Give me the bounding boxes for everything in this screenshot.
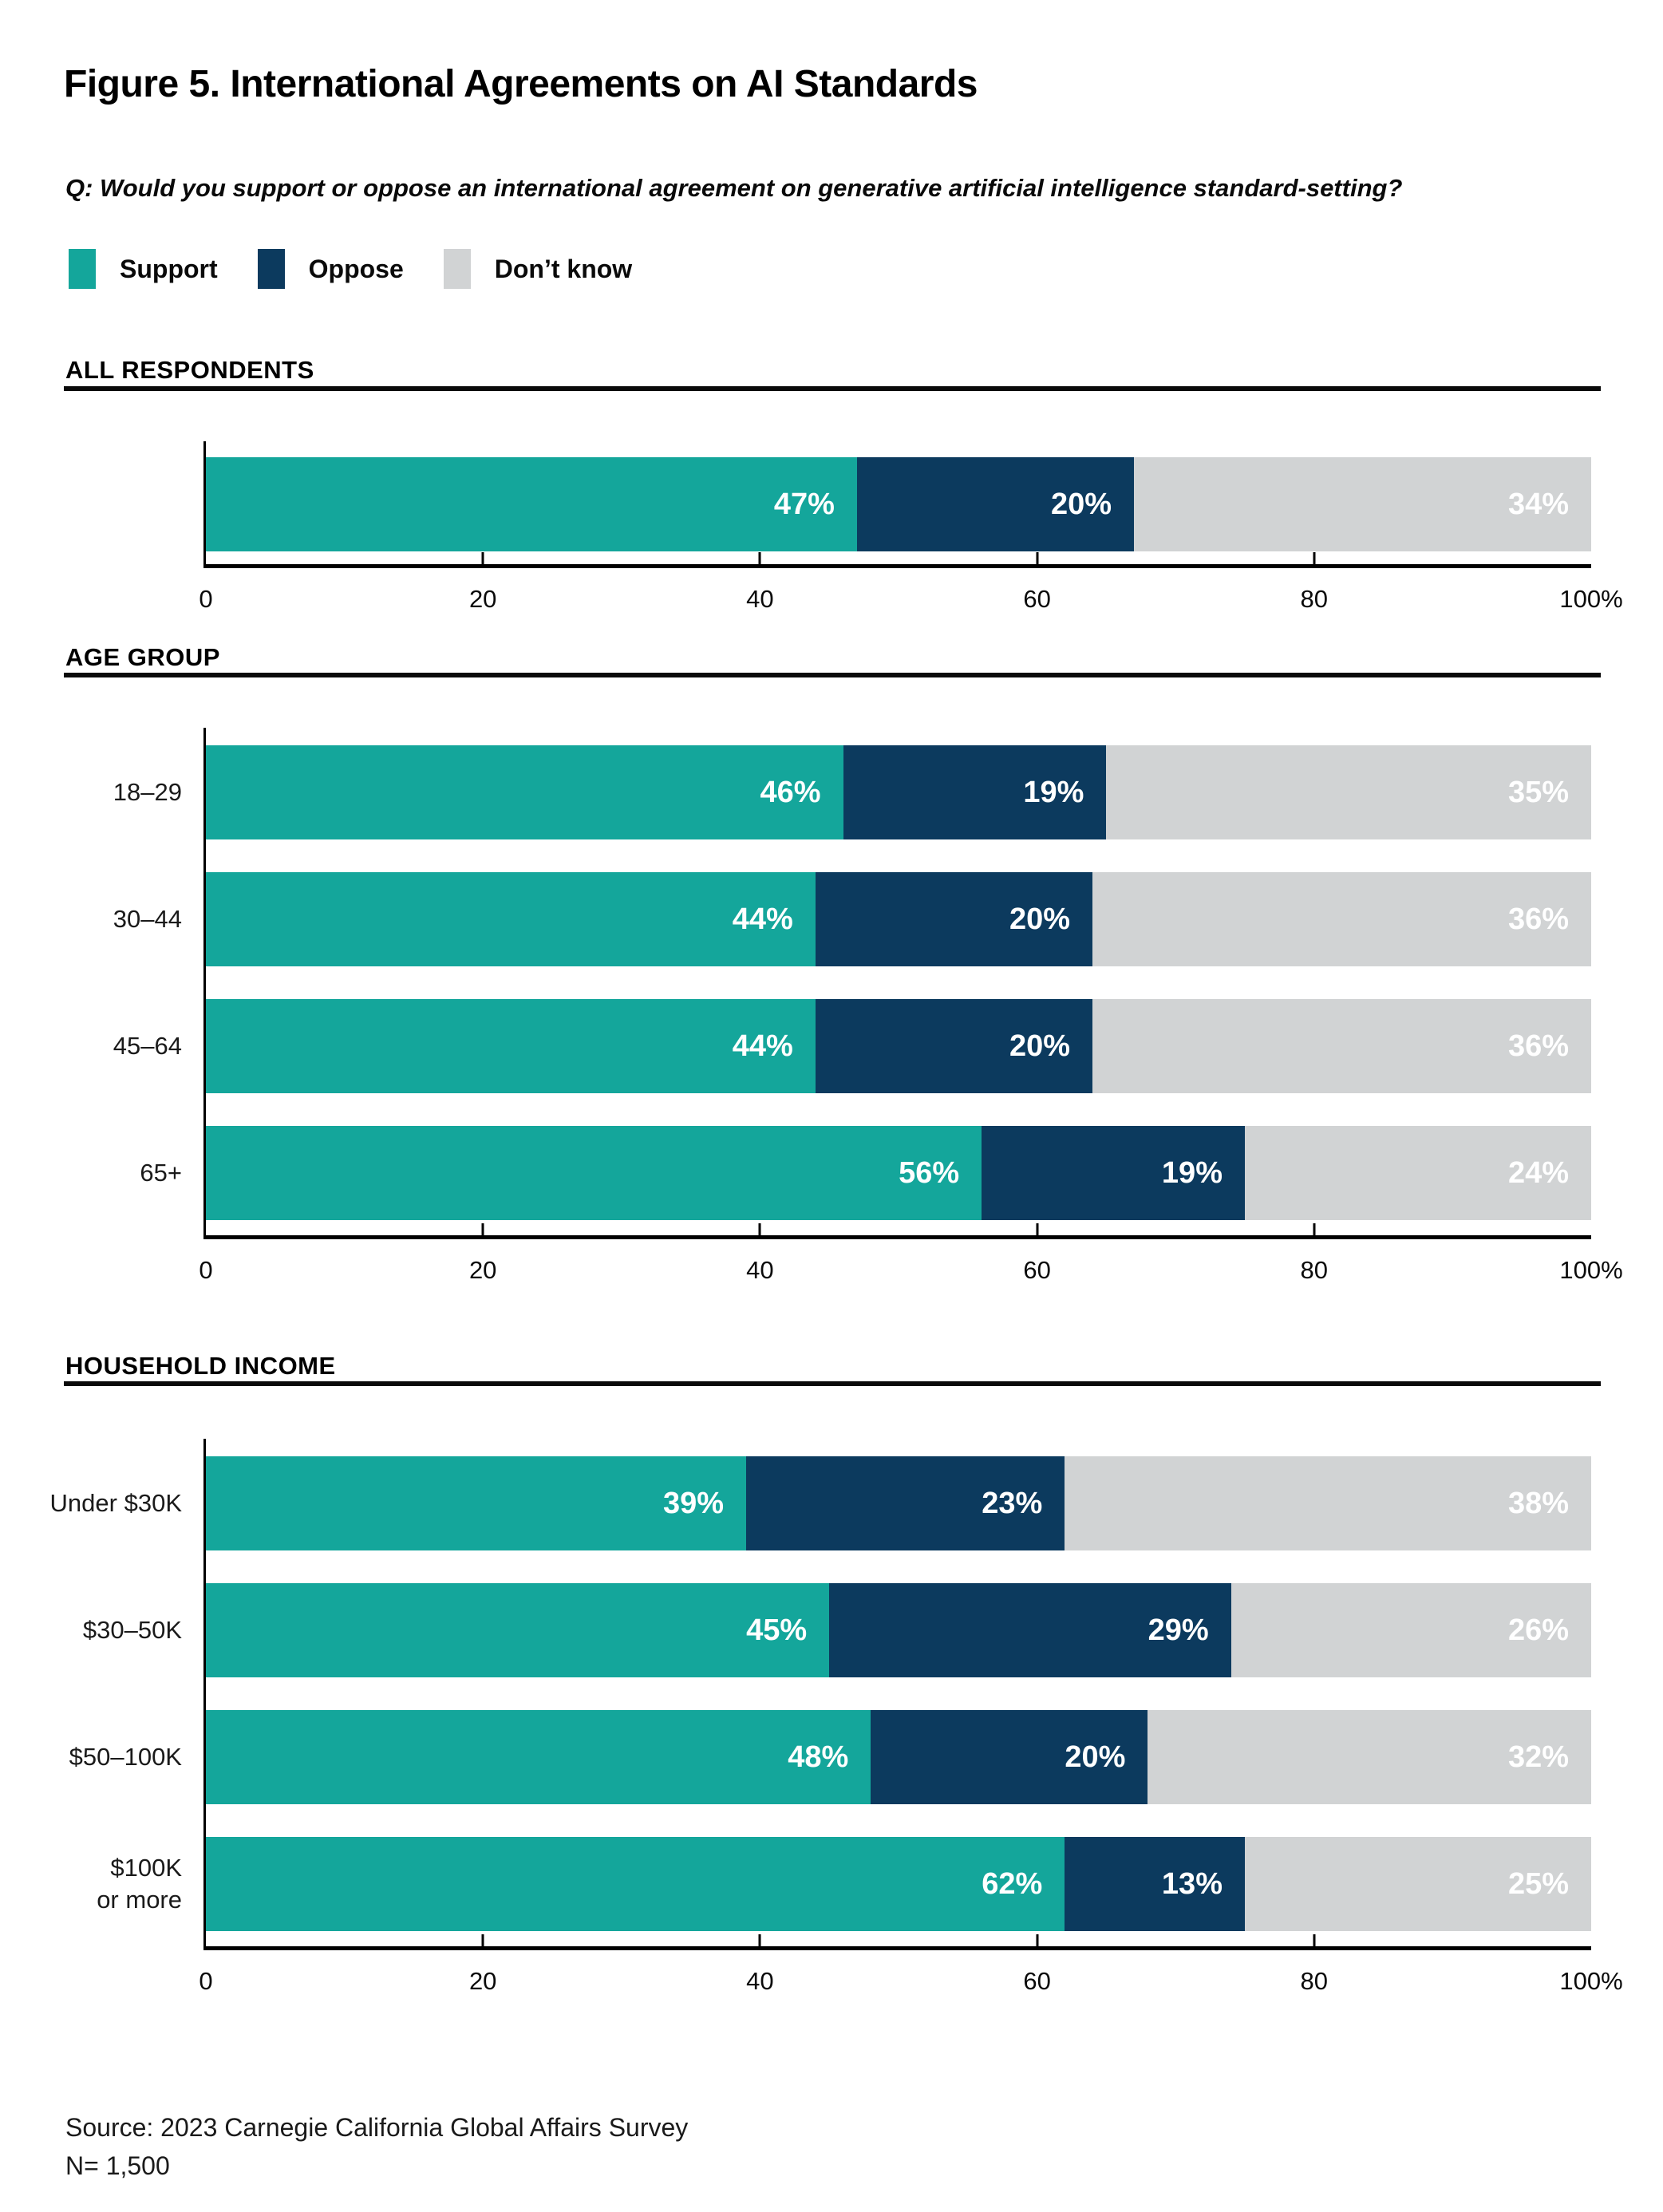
axis-tick-label: 0: [199, 585, 213, 613]
segment-dontknow: [1092, 872, 1591, 966]
bar-row-under-30k: [49, 1456, 1591, 1550]
category-label: $30–50K: [82, 1616, 182, 1644]
segment-oppose: [982, 1126, 1245, 1220]
bar-row-30-44: [113, 872, 1591, 966]
axis-tick-label: 60: [1023, 585, 1051, 613]
segment-value-label: 20%: [1051, 487, 1112, 521]
axis-tick: [1036, 1934, 1038, 1946]
segment-value-label: 32%: [1507, 1740, 1569, 1774]
axis-tick-label: 40: [746, 585, 774, 613]
category-label: 18–29: [113, 778, 182, 806]
segment-support: [206, 1126, 982, 1220]
dontknow-swatch-icon: [444, 249, 471, 289]
legend-item-dontknow: [444, 249, 632, 289]
segment-dontknow: [1134, 457, 1591, 551]
segment-oppose: [871, 1710, 1148, 1804]
segment-oppose: [857, 457, 1134, 551]
legend: [69, 249, 632, 289]
bar-row-30-50k: [82, 1583, 1591, 1677]
axis-tick-label: 80: [1300, 1967, 1329, 1995]
section-header-age-group: AGE GROUP: [65, 643, 220, 671]
segment-oppose: [843, 745, 1107, 839]
segment-oppose: [1065, 1837, 1245, 1931]
segment-support: [206, 1710, 871, 1804]
segment-dontknow: [1065, 1456, 1591, 1550]
axis-tick-label: 20: [468, 585, 497, 613]
axis-tick: [1313, 552, 1315, 564]
axis-tick-label: 20: [468, 1256, 497, 1284]
axis-tick: [1036, 1223, 1038, 1235]
support-swatch-icon: [69, 249, 96, 289]
axis-tick-label: 100%: [1559, 585, 1623, 613]
segment-value-label: 62%: [982, 1866, 1043, 1901]
category-label: $50–100K: [69, 1743, 182, 1771]
axis-tick-label: 20: [468, 1967, 497, 1995]
segment-value-label: 19%: [1023, 775, 1084, 809]
chart-household-income: [49, 1439, 1623, 1995]
axis-tick-label: 60: [1023, 1256, 1051, 1284]
segment-value-label: 46%: [760, 775, 821, 809]
segment-value-label: 26%: [1507, 1613, 1569, 1647]
segment-value-label: 56%: [899, 1155, 960, 1190]
stacked-bar: [206, 1710, 1591, 1804]
chart-age-group: [113, 728, 1623, 1284]
category-label: 45–64: [113, 1032, 182, 1060]
axis-tick: [1313, 1223, 1315, 1235]
segment-support: [206, 745, 843, 839]
segment-value-label: 47%: [773, 487, 835, 521]
axis-tick: [759, 1934, 761, 1946]
segment-value-label: 36%: [1507, 1029, 1569, 1063]
sample-size: N= 1,500: [65, 2151, 170, 2180]
axis-tick-label: 0: [199, 1256, 213, 1284]
axis-tick-label: 80: [1300, 1256, 1329, 1284]
section-header-household-income: HOUSEHOLD INCOME: [65, 1352, 336, 1380]
category-label: 30–44: [113, 905, 182, 933]
figure-title: Figure 5. International Agreements on AI Standards: [64, 63, 978, 105]
segment-oppose: [829, 1583, 1230, 1677]
segment-support: [206, 457, 857, 551]
segment-oppose: [816, 872, 1092, 966]
bar-row-45-64: [113, 999, 1591, 1093]
segment-value-label: 25%: [1507, 1866, 1569, 1901]
stacked-bar: [206, 872, 1591, 966]
legend-label-support: Support: [120, 254, 218, 283]
segment-support: [206, 1583, 829, 1677]
axis-tick: [482, 1223, 484, 1235]
segment-value-label: 36%: [1507, 902, 1569, 936]
segment-value-label: 48%: [788, 1740, 849, 1774]
axis-tick: [1313, 1934, 1315, 1946]
segment-dontknow: [1245, 1126, 1591, 1220]
source-line: Source: 2023 Carnegie California Global Affairs Survey: [65, 2113, 689, 2142]
section-rule: [64, 673, 1601, 677]
section-header-all-respondents: ALL RESPONDENTS: [65, 356, 314, 384]
axis-tick-label: 40: [746, 1256, 774, 1284]
segment-dontknow: [1106, 745, 1591, 839]
stacked-bar: [206, 999, 1591, 1093]
segment-value-label: 20%: [1065, 1740, 1126, 1774]
axis-tick: [482, 1934, 484, 1946]
legend-label-dontknow: Don’t know: [494, 254, 633, 283]
axis-tick-label: 0: [199, 1967, 213, 1995]
segment-dontknow: [1231, 1583, 1591, 1677]
axis-tick-label: 100%: [1559, 1256, 1623, 1284]
stacked-bar: [206, 457, 1591, 551]
segment-value-label: 20%: [1009, 902, 1071, 936]
axis-tick: [759, 552, 761, 564]
stacked-bar: [206, 1837, 1591, 1931]
segment-oppose: [816, 999, 1092, 1093]
category-label: $100K or more: [97, 1854, 182, 1914]
category-label: Under $30K: [49, 1489, 182, 1517]
segment-value-label: 34%: [1507, 487, 1569, 521]
stacked-bar: [206, 1583, 1591, 1677]
segment-value-label: 24%: [1507, 1155, 1569, 1190]
segment-value-label: 39%: [662, 1486, 725, 1520]
bar-row-18-29: [113, 745, 1591, 839]
axis-tick-label: 80: [1300, 585, 1329, 613]
segment-value-label: 35%: [1507, 775, 1569, 809]
oppose-swatch-icon: [258, 249, 285, 289]
chart-all-respondents: [199, 441, 1623, 613]
axis-tick: [759, 1223, 761, 1235]
segment-dontknow: [1092, 999, 1591, 1093]
segment-support: [206, 999, 816, 1093]
segment-value-label: 29%: [1148, 1613, 1209, 1647]
section-rule: [64, 386, 1601, 391]
segment-support: [206, 872, 816, 966]
segment-value-label: 38%: [1507, 1486, 1569, 1520]
segment-value-label: 20%: [1009, 1029, 1071, 1063]
stacked-bar: [206, 1126, 1591, 1220]
segment-value-label: 44%: [732, 902, 793, 936]
segment-value-label: 45%: [746, 1613, 808, 1647]
segment-support: [206, 1456, 746, 1550]
axis-tick-label: 60: [1023, 1967, 1051, 1995]
axis-tick: [482, 552, 484, 564]
segment-value-label: 44%: [732, 1029, 793, 1063]
stacked-bar: [206, 745, 1591, 839]
category-label: 65+: [140, 1159, 182, 1187]
bar-row-50-100k: [69, 1710, 1591, 1804]
axis-tick-label: 40: [746, 1967, 774, 1995]
legend-item-oppose: [258, 249, 404, 289]
stacked-bar: [206, 1456, 1591, 1550]
axis-tick: [1036, 552, 1038, 564]
legend-label-oppose: Oppose: [308, 254, 404, 283]
legend-item-support: [69, 249, 218, 289]
segment-oppose: [746, 1456, 1065, 1550]
source-note: [65, 2108, 688, 2185]
axis-tick-label: 100%: [1559, 1967, 1623, 1995]
segment-value-label: 23%: [982, 1486, 1043, 1520]
survey-question: Q: Would you support or oppose an international agreement on generative artificial intelligence standard-setting?: [65, 174, 1403, 202]
segment-value-label: 19%: [1161, 1155, 1223, 1190]
bar-row-all-respondents: [206, 457, 1591, 551]
section-rule: [64, 1381, 1601, 1386]
segment-value-label: 13%: [1161, 1866, 1223, 1901]
segment-dontknow: [1148, 1710, 1591, 1804]
bar-row-65plus: [140, 1126, 1591, 1220]
bar-row-100k-or-more: [97, 1837, 1591, 1931]
segment-support: [206, 1837, 1065, 1931]
segment-dontknow: [1245, 1837, 1591, 1931]
